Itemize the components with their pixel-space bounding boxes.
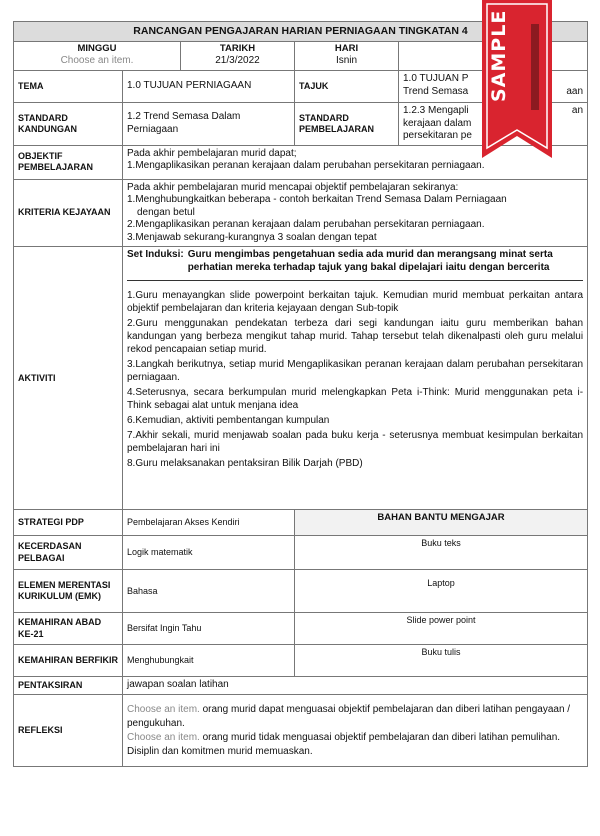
kecerdasan-label: KECERDASAN PELBAGAI: [14, 536, 123, 570]
minggu-label: MINGGU: [77, 43, 117, 55]
standard-pembelajaran-label: STANDARD PEMBELAJARAN: [295, 103, 399, 146]
kemahiran21-value: Bersifat Ingin Tahu: [123, 613, 295, 645]
page-title: RANCANGAN PENGAJARAN HARIAN PERNIAGAAN TINGKATAN 4: [14, 22, 588, 42]
kemahiran21-label: KEMAHIRAN ABAD KE-21: [14, 613, 123, 645]
tarikh-cell: [181, 42, 295, 71]
kriteria-item-2: 2.Mengaplikasikan peranan kerajaan dalam perubahan persekitaran perniagaan.: [127, 219, 485, 231]
minggu-cell[interactable]: [14, 42, 181, 71]
aktiviti-item: 3.Langkah berikutnya, setiap murid Mengaplikasikan peranan kerajaan dalam perubahan persekitaran perniagaan.: [127, 359, 584, 384]
tajuk-line-2: Trend Semasa: [403, 85, 469, 97]
kriteria-item-1: 1.Menghubungkaitkan beberapa - contoh berkaitan Trend Semasa Dalam Perniagaan: [127, 194, 507, 206]
bahan-item-4: Buku tulis: [295, 645, 588, 677]
hari-label: HARI: [334, 43, 359, 55]
standard-kandungan-value: 1.2 Trend Semasa Dalam Perniagaan: [123, 103, 295, 146]
elemen-value: Bahasa: [123, 570, 295, 613]
bahan-item-2: Laptop: [295, 570, 588, 613]
pentaksiran-value: jawapan soalan latihan: [123, 677, 588, 695]
kriteria-value: [123, 179, 588, 247]
hari-cell: [295, 42, 399, 71]
aktiviti-item: 8.Guru melaksanakan pentaksiran Bilik Darjah (PBD): [127, 458, 363, 470]
hari-value: Isnin: [335, 54, 358, 66]
sp-line-3: persekitaran pe: [403, 130, 472, 142]
aktiviti-item: 4.Seterusnya, secara berkumpulan murid melengkapkan Peta i-Think: Murid menggunakan peta i-Think sebagai alat untuk menjana idea: [127, 387, 584, 412]
bahan-bantu-header: BAHAN BANTU MENGAJAR: [295, 510, 588, 536]
tajuk-label: TAJUK: [295, 71, 399, 103]
tema-label: TEMA: [14, 71, 123, 103]
tarikh-label: TARIKH: [219, 43, 256, 55]
aktiviti-divider: [127, 280, 583, 281]
aktiviti-item: 6.Kemudian, aktiviti pembentangan kumpulan: [127, 415, 330, 427]
tajuk-line-1: 1.0 TUJUAN P: [403, 73, 469, 85]
bahan-item-3: Slide power point: [295, 613, 588, 645]
sample-stamp: [482, 0, 552, 158]
aktiviti-value: [123, 247, 588, 510]
refleksi-value: [123, 695, 588, 767]
standard-kandungan-label: STANDARD KANDUNGAN: [14, 103, 123, 146]
sp-line-1: 1.2.3 Mengapli: [403, 105, 469, 117]
strategi-label: STRATEGI PDP: [14, 510, 123, 536]
kriteria-item-3: 3.Menjawab sekurang-kurangnya 3 soalan dengan tepat: [127, 231, 377, 243]
kriteria-label: KRITERIA KEJAYAAN: [14, 179, 123, 247]
tarikh-value: 21/3/2022: [215, 54, 260, 66]
kriteria-item-1b: dengan betul: [137, 206, 195, 218]
sp-line-1-end: an: [571, 105, 584, 117]
sample-stamp-text: SAMPLE: [488, 9, 510, 102]
sp-line-2: kerajaan dalam: [403, 117, 472, 129]
strategi-value: Pembelajaran Akses Kendiri: [123, 510, 295, 536]
aktiviti-item: 1.Guru menayangkan slide powerpoint berkaitan tajuk. Kemudian murid membuat perkaitan antara objektif pembelajaran dan kriteria kejayaan dengan Sub-topik: [127, 290, 584, 315]
berfikir-label: KEMAHIRAN BERFIKIR: [14, 645, 123, 677]
aktiviti-item: 7.Akhir sekali, murid menjawab soalan pada buku kerja - seterusnya membuat kesimpulan berkaitan pembelajaran hari ini: [127, 430, 584, 455]
tajuk-line-2-end: aan: [566, 85, 584, 97]
objektif-intro: Pada akhir pembelajaran murid dapat;: [127, 147, 297, 159]
kecerdasan-value: Logik matematik: [123, 536, 295, 570]
refleksi-text-1: orang murid dapat menguasai objektif pembelajaran dan diberi latihan pengayaan / pengukuhan.: [127, 703, 571, 729]
set-induksi-key: Set Induksi:: [127, 249, 184, 261]
minggu-value[interactable]: Choose an item.: [60, 54, 134, 66]
refleksi-label: REFLEKSI: [14, 695, 123, 767]
refleksi-text-2: orang murid tidak menguasai objektif pembelajaran dan diberi latihan pemulihan. Disiplin dan komitmen murid memuaskan.: [127, 731, 561, 757]
set-induksi: [127, 249, 583, 274]
objektif-label: OBJEKTIF PEMBELAJARAN: [14, 145, 123, 179]
refleksi-choose-2[interactable]: Choose an item.: [127, 731, 200, 743]
bahan-item-1: Buku teks: [295, 536, 588, 570]
set-induksi-text: Guru mengimbas pengetahuan sedia ada murid dan merangsang minat serta perhatian mereka terhadap tajuk yang bakal dipelajari iaitu dengan bercerita: [187, 249, 553, 273]
tema-value: 1.0 TUJUAN PERNIAGAAN: [123, 71, 295, 103]
objektif-item-1: 1.Mengaplikasikan peranan kerajaan dalam perubahan persekitaran perniagaan.: [127, 160, 485, 172]
refleksi-choose-1[interactable]: Choose an item.: [127, 703, 200, 715]
berfikir-value: Menghubungkait: [123, 645, 295, 677]
aktiviti-label: AKTIVITI: [14, 247, 123, 510]
elemen-label: ELEMEN MERENTASI KURIKULUM (EMK): [14, 570, 123, 613]
aktiviti-item: 2.Guru menggunakan pendekatan terbeza dari segi kandungan iaitu guru memberikan bahan kandungan yang berbeza mengikut tahap murid. Tahap tersebut telah dikenalpasti oleh guru melalui rekod pencapaian setiap murid.: [127, 318, 584, 356]
pentaksiran-label: PENTAKSIRAN: [14, 677, 123, 695]
kriteria-intro: Pada akhir pembelajaran murid mencapai objektif pembelajaran sekiranya:: [127, 181, 459, 193]
